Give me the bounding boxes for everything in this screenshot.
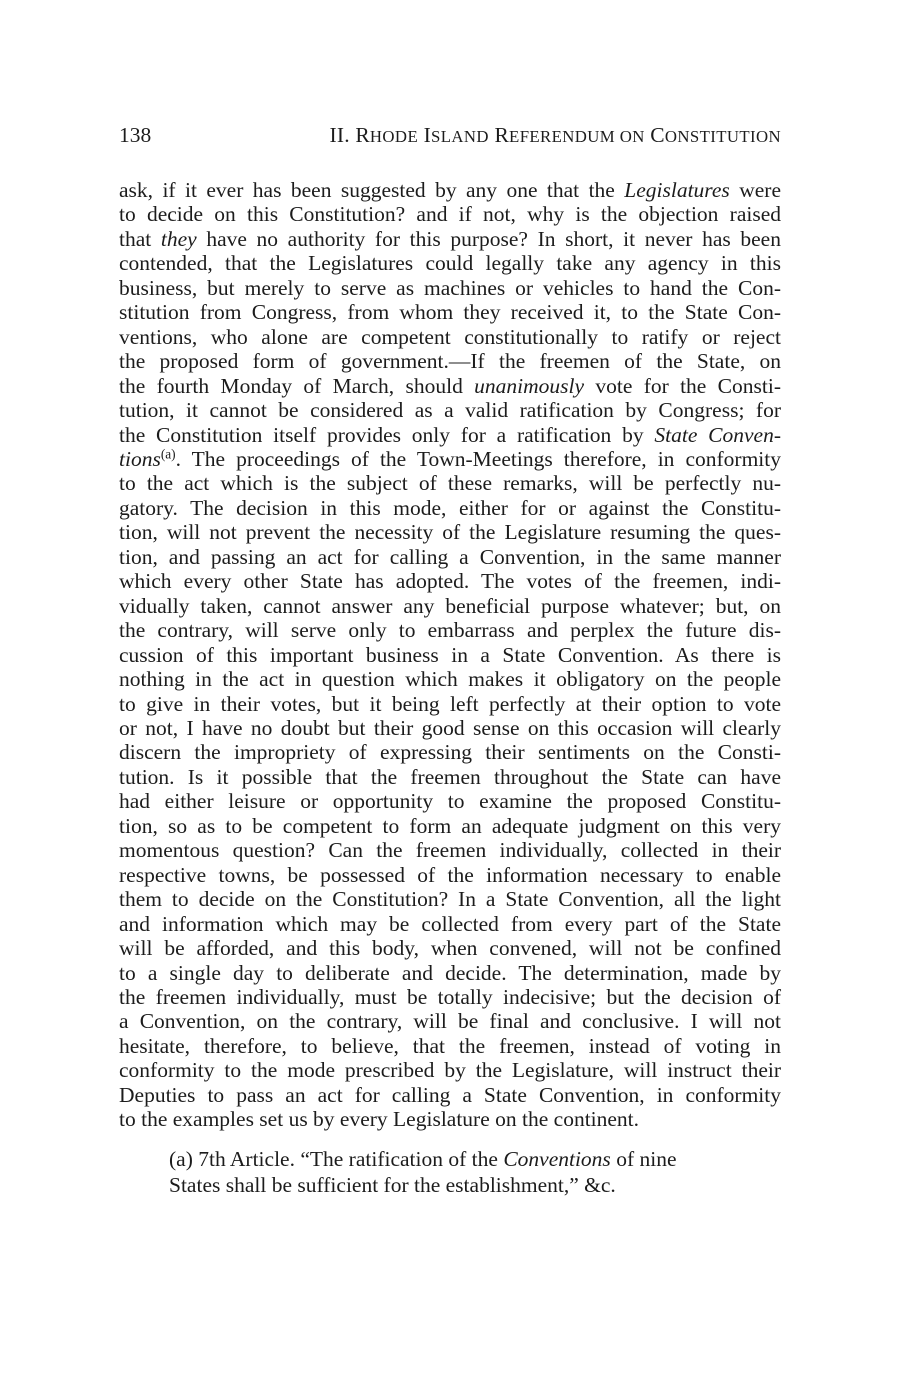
text-line: a Convention, on the contrary, will be final and conclusive. I will not: [119, 1009, 781, 1034]
text-line: ventions, who alone are competent constitutionally to ratify or reject: [119, 324, 781, 349]
text-line: to the examples set us by every Legislature on the continent.: [119, 1107, 640, 1132]
text-line: tions$^{(a)}$. The proceedings of the Town-Meetings therefore, in conformity: [119, 446, 781, 471]
text-line: the fourth Monday of March, should unanimously vote for the Consti-: [119, 373, 781, 398]
text-line: which every other State has adopted. The votes of the freemen, indi-: [119, 569, 781, 594]
running-title-part: HODE: [369, 127, 419, 146]
text-line: respective towns, be possessed of the information necessary to enable: [119, 862, 781, 887]
text-line: vidually taken, cannot answer any beneficial purpose whatever; but, on: [119, 593, 781, 618]
page-number: 138: [119, 123, 152, 147]
text-line: the proposed form of government.—If the freemen of the State, on: [119, 349, 781, 374]
text-line: hesitate, therefore, to believe, that the freemen, instead of voting in: [119, 1033, 781, 1058]
text-line: the contrary, will serve only to embarrass and perplex the future dis-: [119, 618, 781, 643]
body-paragraph: [119, 178, 781, 1132]
text-line: stitution from Congress, from whom they received it, to the State Con-: [119, 300, 781, 325]
footnote-reference[interactable]: (a): [160, 446, 176, 462]
text-line: the freemen individually, must be totally indecisive; but the decision of: [119, 984, 781, 1009]
text-line: had either leisure or opportunity to examine the proposed Constitu-: [119, 789, 781, 814]
text-line: cussion of this important business in a State Convention. As there is: [119, 642, 781, 667]
text-line: to decide on this Constitution? and if not, why is the objection raised: [119, 202, 781, 227]
running-title-part: II. R: [329, 123, 370, 147]
text-line: the Constitution itself provides only for a ratification by State Conven-: [119, 422, 781, 447]
text-line: tution. Is it possible that the freemen throughout the State can have: [119, 764, 781, 789]
text-line: conformity to the mode prescribed by the Legislature, will instruct their: [119, 1058, 781, 1083]
text-line: them to decide on the Constitution? In a State Convention, all the light: [119, 887, 781, 912]
text-line: to a single day to deliberate and decide. The determination, made by: [119, 960, 781, 985]
running-title-part: R: [488, 123, 510, 147]
document-page: [119, 118, 781, 1198]
footnote-line: (a) 7th Article. “The ratification of the Conventions of nine: [169, 1146, 677, 1171]
text-line: to give in their votes, but it being left perfectly at their option to vote: [119, 691, 781, 716]
text-line: tion, and passing an act for calling a Convention, in the same manner: [119, 544, 781, 569]
running-title-part: ONSTITUTION: [664, 127, 781, 146]
text-line: discern the impropriety of expressing their sentiments on the Consti-: [119, 740, 781, 765]
running-title-part: SLAND: [431, 127, 489, 146]
text-line: nothing in the act in question which makes it obligatory on the people: [119, 667, 781, 692]
running-head: [119, 118, 781, 154]
text-line: tion, so as to be competent to form an adequate judgment on this very: [119, 813, 781, 838]
text-line: Deputies to pass an act for calling a State Convention, in conformity: [119, 1082, 781, 1107]
text-line: and information which may be collected from every part of the State: [119, 911, 781, 936]
text-line: contended, that the Legislatures could legally take any agency in this: [119, 251, 781, 276]
footnote: [119, 1146, 781, 1198]
text-line: business, but merely to serve as machines or vehicles to hand the Con-: [119, 275, 781, 300]
running-title: [330, 118, 782, 154]
text-line: momentous question? Can the freemen individually, collected in their: [119, 838, 781, 863]
text-line: to the act which is the subject of these remarks, will be perfectly nu-: [119, 471, 781, 496]
footnote-line: States shall be sufficient for the establishment,” &c.: [169, 1172, 616, 1197]
running-title-part: C: [644, 123, 665, 147]
text-line: gatory. The decision in this mode, either for or against the Constitu-: [119, 495, 781, 520]
running-title-part: EFERENDUM ON: [509, 127, 645, 146]
text-line: ask, if it ever has been suggested by any one that the Legislatures were: [119, 178, 781, 202]
text-line: or not, I have no doubt but their good sense on this occasion will clearly: [119, 715, 781, 740]
text-line: tion, will not prevent the necessity of the Legislature resuming the ques-: [119, 520, 781, 545]
text-line: tution, it cannot be considered as a valid ratification by Congress; for: [119, 398, 781, 423]
text-line: that they have no authority for this purpose? In short, it never has been: [119, 226, 781, 251]
text-line: will be afforded, and this body, when convened, will not be confined: [119, 936, 781, 961]
running-title-part: I: [418, 123, 432, 147]
